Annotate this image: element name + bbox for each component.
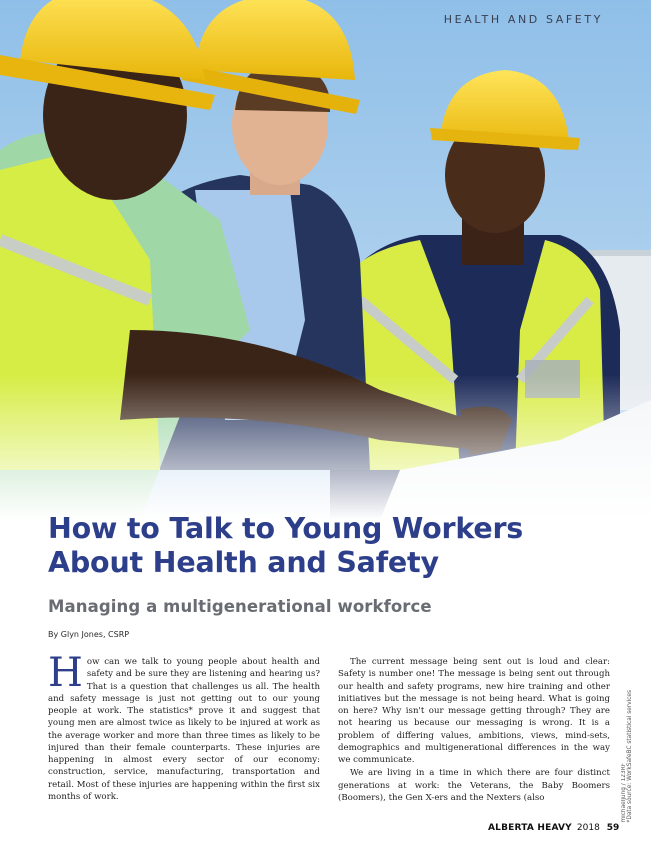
page-number: 59 [606, 823, 620, 833]
article-subtitle: Managing a multigenerational workforce [48, 597, 432, 616]
byline: By Glyn Jones, CSRP [48, 630, 130, 639]
article-title: How to Talk to Young Workers About Health and Safety [48, 512, 524, 579]
photo-credit: michaeljung / 123RF [621, 762, 627, 823]
issue-year: 2018 [576, 823, 600, 833]
article-column-right [338, 656, 610, 804]
data-source-note: *Data source: WorkSafeBC statistical services [627, 690, 633, 823]
page-footer [488, 823, 619, 833]
magazine-name: ALBERTA HEAVY [488, 823, 572, 833]
article-paragraph: The current message being sent out is loud and clear: Safety is number one! The message is being sent out through our health and safety programs, new hire training and other initiatives but the message is not being heard. What is going on here? Why isn't our message getting through? They are not hearing us because our messaging is wrong. It is a problem of differing values, ambitions, views, mind-sets, demographics and multigenerational differences in the way we communicate. [338, 657, 610, 765]
article-paragraph: ow can we talk to young people about health and safety and be sure they are listening and hearing us? That is a question that challenges us all. The health and safety message is just not getting out to our young people at work. The statistics* prove it and suggest that young men are almost twice as likely to be injured at work as the average worker and more than three times as likely to be injured than their female counterparts. These injuries are happening in almost every sector of our economy: construction, service, manufacturing, transportation and retail. Most of these injuries are happening within the first six months of work. [48, 657, 320, 802]
photo-credits [621, 690, 633, 823]
article-column-left [48, 650, 320, 803]
section-label: HEALTH AND SAFETY [443, 13, 603, 26]
article-paragraph: We are living in a time in which there are four distinct generations at work: the Veterans, the Baby Boomers (Boomers), the Gen X-ers and the Nexters (also [338, 768, 610, 803]
drop-cap: H [48, 650, 83, 696]
